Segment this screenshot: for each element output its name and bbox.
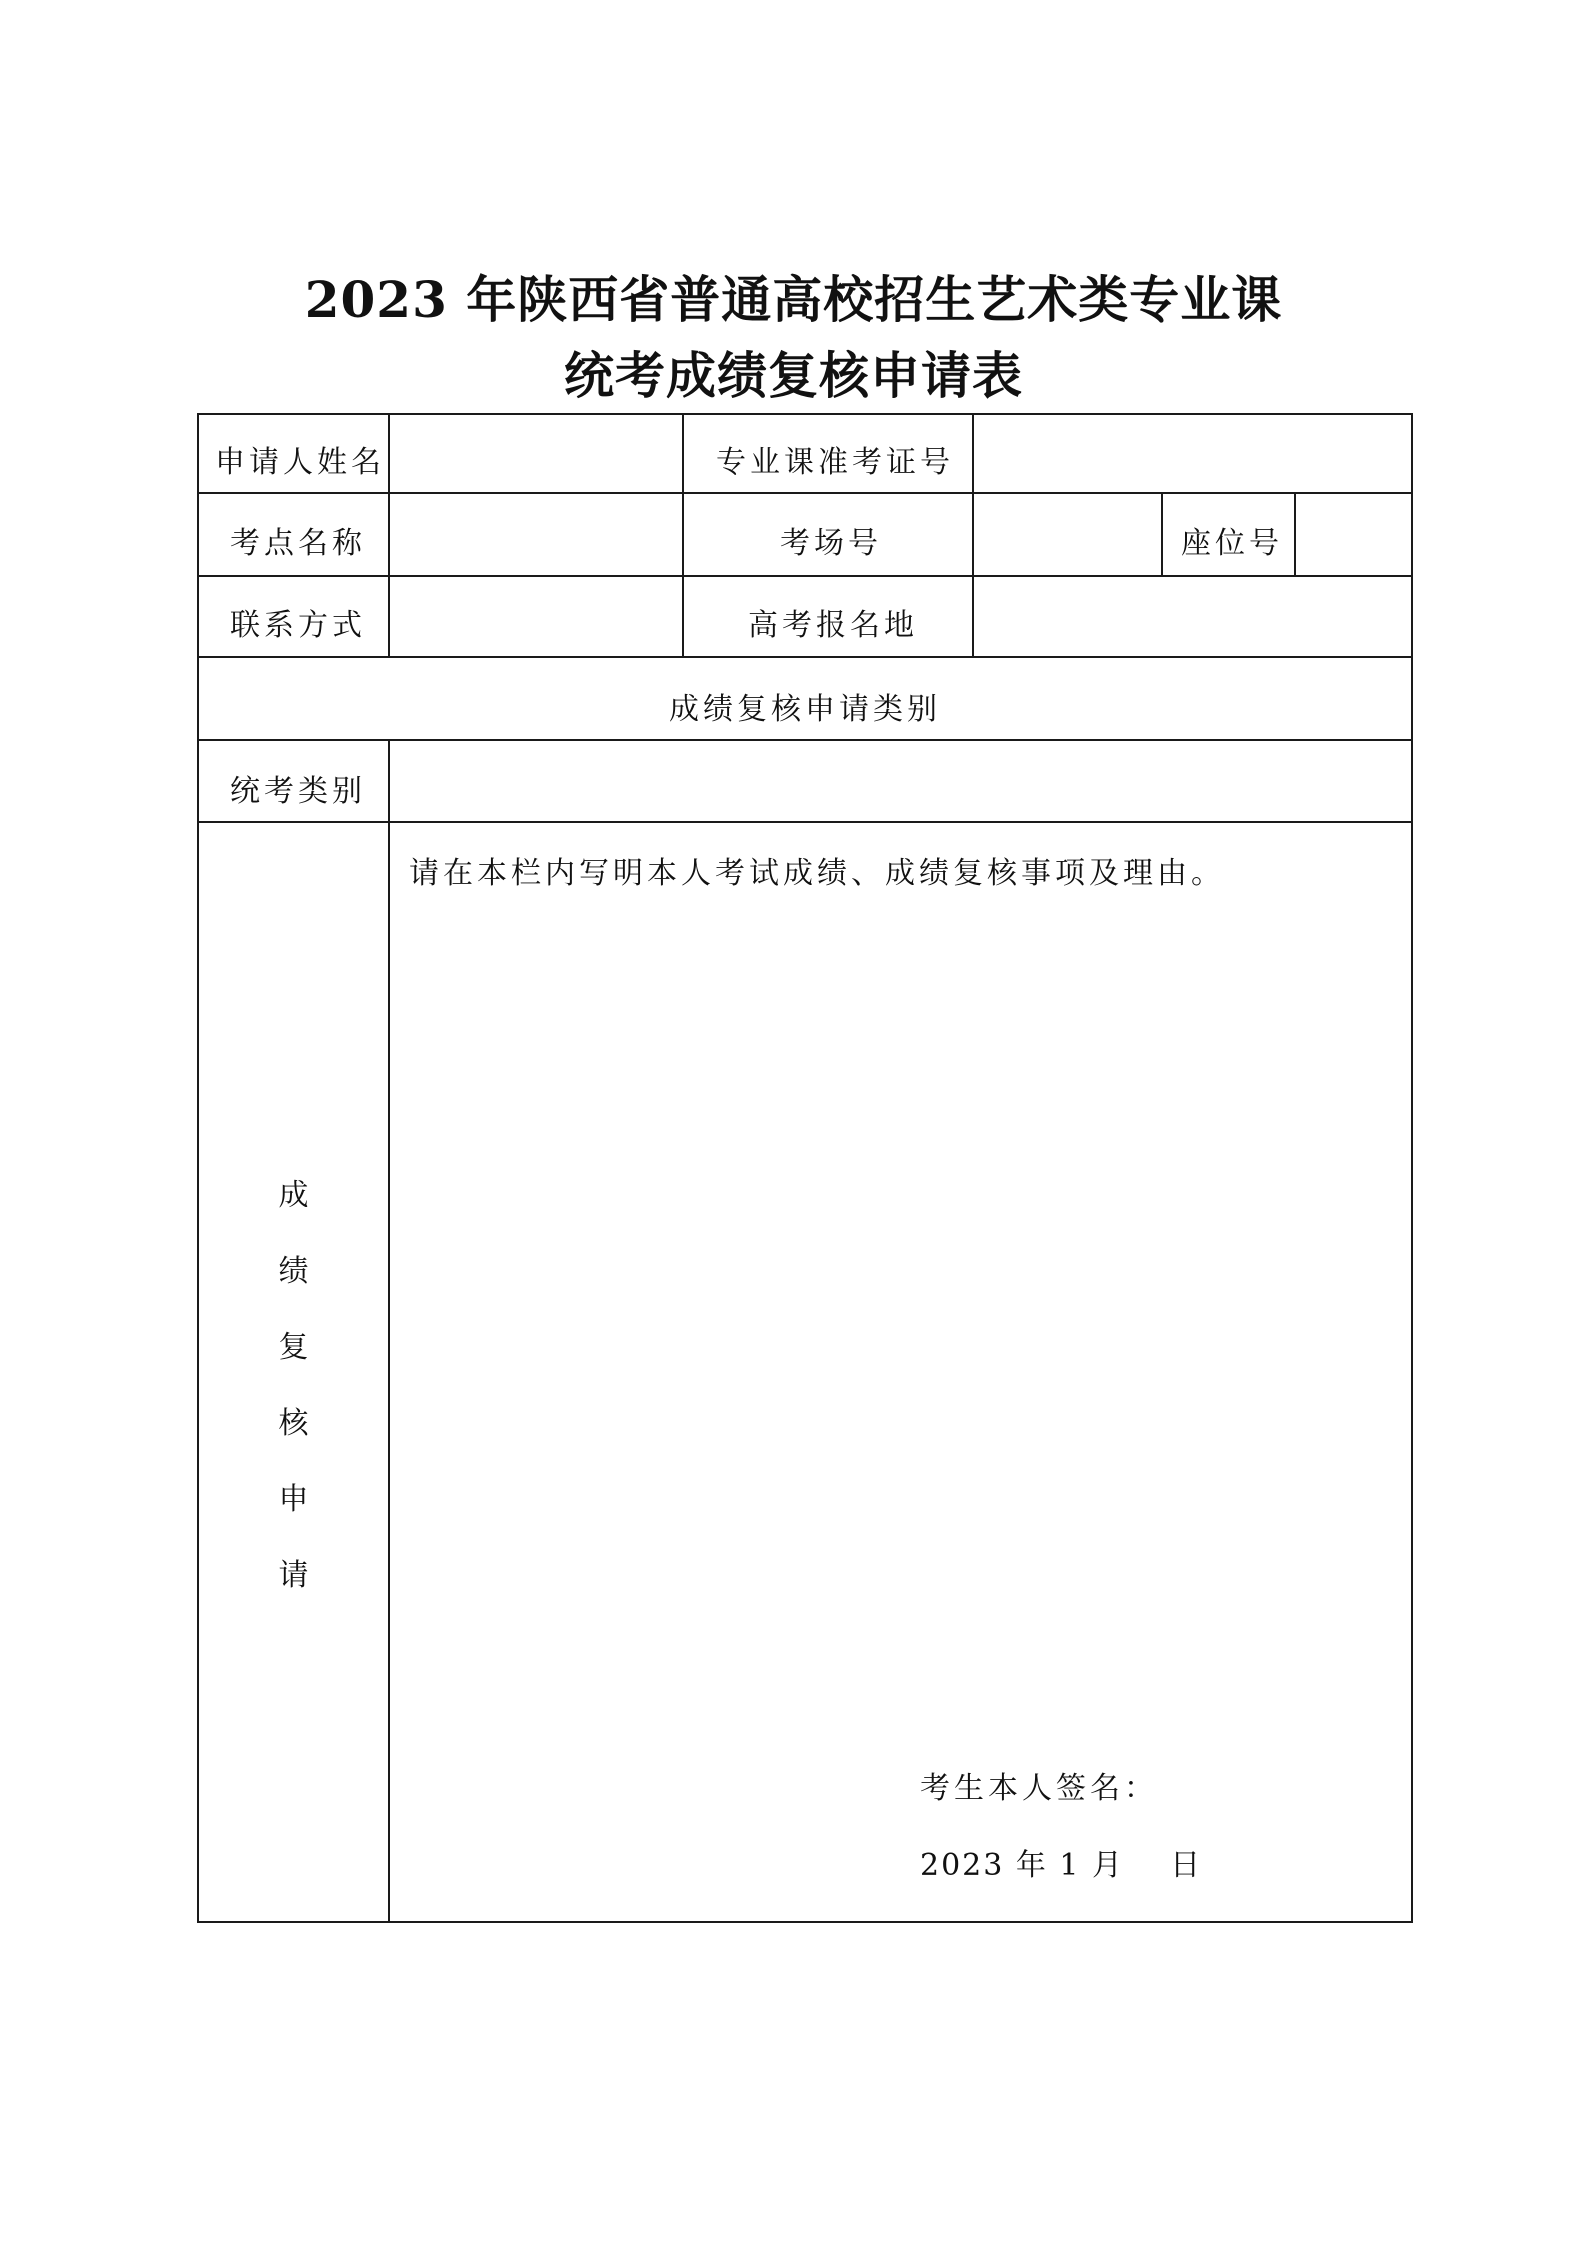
seat-label: 座位号 <box>1181 526 1283 561</box>
applicant-name-field[interactable] <box>392 416 680 491</box>
form-title-line-2: 统考成绩复核申请表 <box>564 346 1023 405</box>
column-divider <box>1161 492 1163 577</box>
applicant-name-label: 申请人姓名 <box>215 445 385 480</box>
exam-site-label: 考点名称 <box>230 526 366 561</box>
row-divider <box>197 821 1413 823</box>
section-heading: 成绩复核申请类别 <box>669 692 941 727</box>
side-label-char: 请 <box>278 1558 309 1593</box>
seat-field[interactable] <box>1298 495 1409 573</box>
exam-category-field[interactable] <box>392 742 1409 819</box>
exam-room-field[interactable] <box>976 495 1159 573</box>
registration-place-label: 高考报名地 <box>748 608 918 643</box>
exam-category-label: 统考类别 <box>230 774 366 809</box>
column-divider <box>388 413 390 658</box>
table-border-top <box>197 413 1413 415</box>
side-label-char: 成 <box>278 1178 309 1213</box>
side-label-char: 申 <box>278 1482 309 1517</box>
row-divider <box>197 739 1413 741</box>
table-border-right <box>1411 413 1413 1923</box>
side-label-char: 核 <box>278 1406 309 1441</box>
registration-place-field[interactable] <box>976 578 1409 654</box>
application-date: 2023 年 1 月 日 <box>920 1848 1203 1883</box>
column-divider <box>972 413 974 658</box>
exam-room-label: 考场号 <box>780 526 882 561</box>
row-divider <box>197 656 1413 658</box>
row-divider <box>197 492 1413 494</box>
column-divider <box>682 413 684 658</box>
contact-field[interactable] <box>392 578 680 654</box>
contact-label: 联系方式 <box>230 608 366 643</box>
application-content-area[interactable] <box>392 824 1409 1919</box>
signature-label: 考生本人签名： <box>920 1771 1158 1806</box>
application-instruction: 请在本栏内写明本人考试成绩、成绩复核事项及理由。 <box>409 856 1225 891</box>
exam-site-field[interactable] <box>392 495 680 573</box>
table-border-bottom <box>197 1921 1413 1923</box>
side-label-char: 复 <box>278 1330 309 1365</box>
column-divider <box>1294 492 1296 577</box>
form-title-line-1: 2023 年陕西省普通高校招生艺术类专业课 <box>304 270 1283 329</box>
exam-number-field[interactable] <box>976 416 1409 491</box>
side-label-char: 绩 <box>278 1254 309 1289</box>
exam-number-label: 专业课准考证号 <box>716 445 954 480</box>
table-border-left <box>197 413 199 1923</box>
row-divider <box>197 575 1413 577</box>
